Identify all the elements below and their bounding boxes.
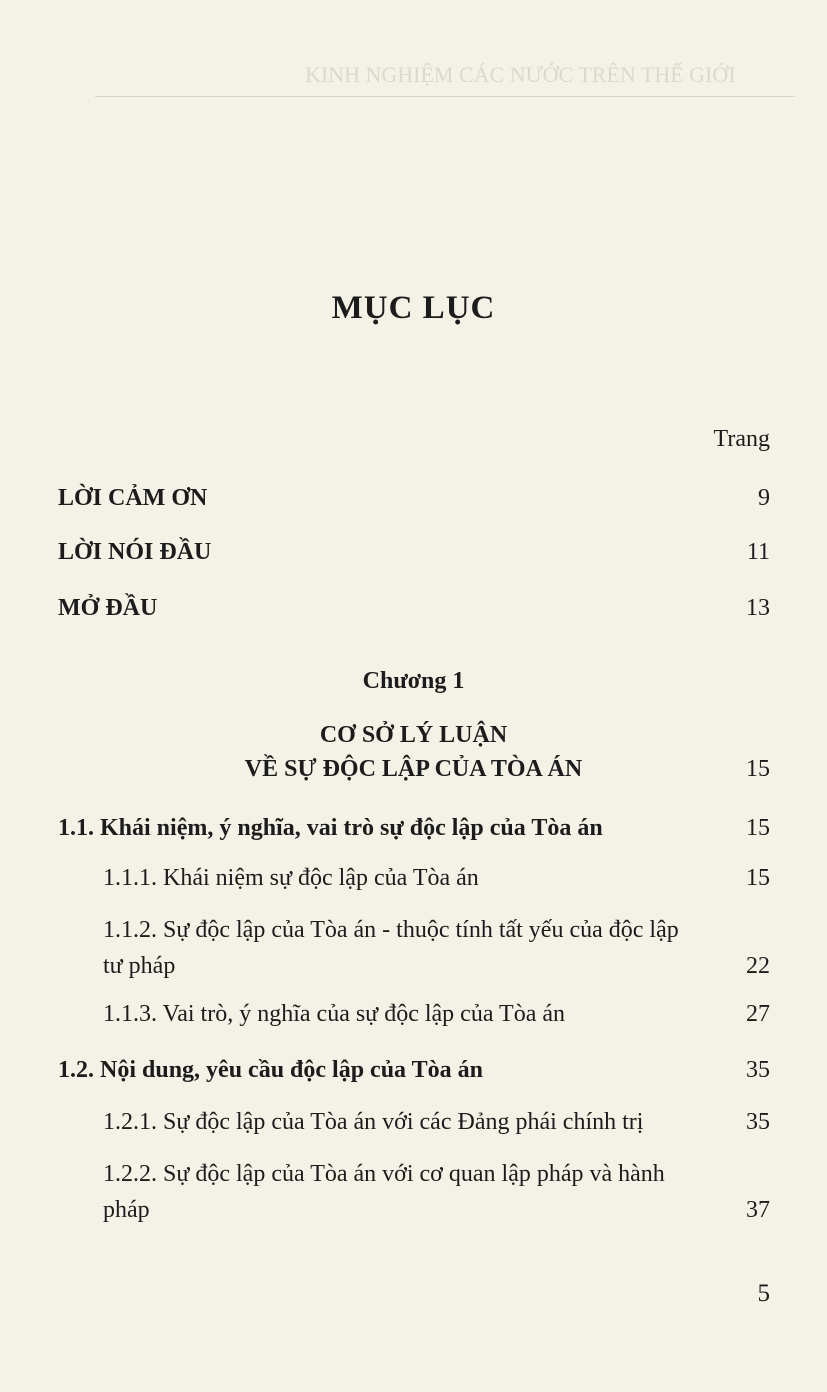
toc-entry-loi-noi-dau[interactable]: LỜI NÓI ĐẦU 11	[58, 534, 770, 570]
page-title: MỤC LỤC	[331, 290, 496, 326]
toc-entry-1-2[interactable]: 1.2. Nội dung, yêu cầu độc lập của Tòa án 35	[58, 1052, 770, 1088]
page-ref: 9	[758, 485, 770, 511]
toc-entry-1-2-1[interactable]: 1.2.1. Sự độc lập của Tòa án với các Đảng phái chính trị 35	[103, 1104, 770, 1140]
page-ref: 35	[746, 1109, 770, 1135]
page-number: 5	[757, 1280, 770, 1307]
page-ref: 35	[746, 1057, 770, 1083]
page-ref: 22	[746, 953, 770, 979]
chapter-title-line1: CƠ SỞ LÝ LUẬN	[319, 722, 508, 748]
running-header: KINH NGHIỆM CÁC NƯỚC TRÊN THẾ GIỚI	[305, 62, 736, 87]
page-ref: 13	[746, 595, 770, 621]
toc-entry-mo-dau[interactable]: MỞ ĐẦU 13	[58, 590, 770, 626]
page-ref: 11	[746, 539, 770, 565]
toc-entry-1-1[interactable]: 1.1. Khái niệm, ý nghĩa, vai trò sự độc lập của Tòa án 15	[58, 810, 770, 846]
toc-entry-1-1-2[interactable]: 1.1.2. Sự độc lập của Tòa án - thuộc tính tất yếu của độc lập tư pháp 22	[103, 912, 770, 984]
toc-entry-1-2-2[interactable]: 1.2.2. Sự độc lập của Tòa án với cơ quan lập pháp và hành pháp 37	[103, 1156, 770, 1228]
page-ref: 27	[746, 1001, 770, 1027]
chapter-number: Chương 1	[362, 668, 465, 694]
page-ref: 37	[746, 1197, 770, 1223]
toc-entry-1-1-1[interactable]: 1.1.1. Khái niệm sự độc lập của Tòa án 15	[103, 860, 770, 896]
header-rule	[95, 96, 795, 97]
toc-entry-1-1-3[interactable]: 1.1.3. Vai trò, ý nghĩa của sự độc lập của Tòa án 27	[103, 996, 770, 1032]
page-ref: 15	[746, 815, 770, 841]
page-column-label: Trang	[713, 426, 770, 452]
toc-entry-loi-cam-on[interactable]: LỜI CẢM ƠN 9	[58, 480, 770, 516]
page-ref: 15	[746, 865, 770, 891]
chapter-page-ref: 15	[746, 756, 770, 782]
chapter-title-line2: VỀ SỰ ĐỘC LẬP CỦA TÒA ÁN	[244, 756, 583, 782]
